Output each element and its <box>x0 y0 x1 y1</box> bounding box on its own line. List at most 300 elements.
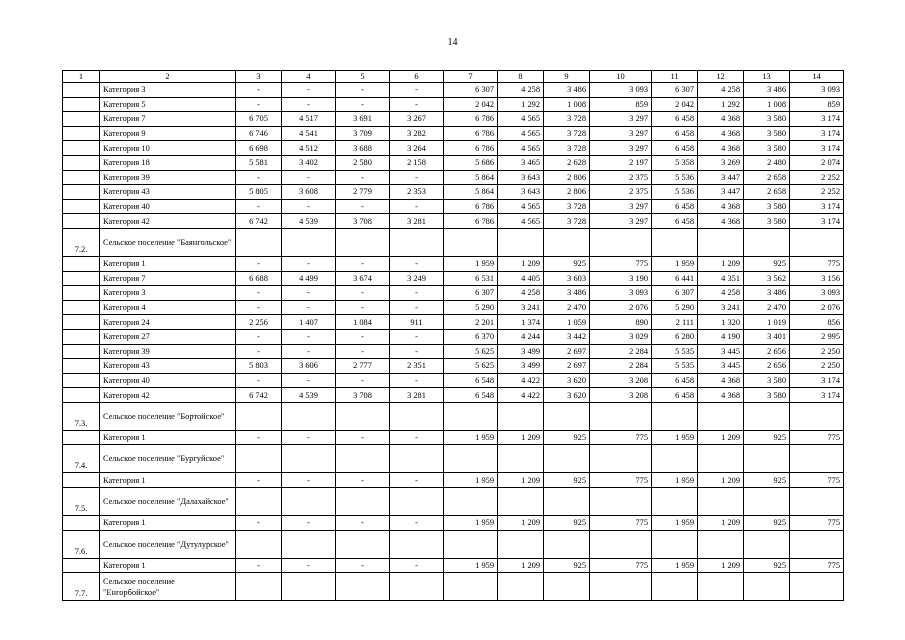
empty-cell <box>790 530 844 558</box>
value-cell: 3 445 <box>698 344 744 359</box>
value-cell: 5 536 <box>652 185 698 200</box>
value-cell: 2 658 <box>744 170 790 185</box>
table-row <box>63 155 844 170</box>
value-cell: 2 580 <box>336 155 390 170</box>
value-cell: - <box>390 558 444 573</box>
value-cell: - <box>336 256 390 271</box>
value-cell: 6 786 <box>444 141 498 156</box>
table-row <box>63 473 844 488</box>
value-cell: 5 803 <box>236 359 282 374</box>
empty-cell <box>390 573 444 601</box>
row-number <box>63 286 100 301</box>
value-cell: 1 959 <box>652 558 698 573</box>
row-number <box>63 388 100 403</box>
value-cell: 3 486 <box>544 83 590 98</box>
table-row <box>63 141 844 156</box>
value-cell: 4 368 <box>698 112 744 127</box>
empty-cell <box>282 488 336 516</box>
row-number <box>63 558 100 573</box>
column-number-cell: 4 <box>282 71 336 83</box>
value-cell: 3 174 <box>790 388 844 403</box>
column-number-cell: 6 <box>390 71 444 83</box>
page-number: 14 <box>447 37 458 48</box>
value-cell: 3 241 <box>498 300 544 315</box>
value-cell: - <box>282 344 336 359</box>
category-label: Категория 4 <box>100 300 236 315</box>
value-cell: 4 368 <box>698 214 744 229</box>
value-cell: 6 458 <box>652 126 698 141</box>
value-cell: 3 282 <box>390 126 444 141</box>
category-label: Категория 40 <box>100 199 236 214</box>
category-label: Категория 43 <box>100 185 236 200</box>
value-cell: 3 281 <box>390 214 444 229</box>
value-cell: 3 708 <box>336 388 390 403</box>
section-number: 7.5. <box>63 488 100 516</box>
category-label: Категория 3 <box>100 286 236 301</box>
value-cell: 4 539 <box>282 214 336 229</box>
category-label: Категория 1 <box>100 256 236 271</box>
category-label: Категория 7 <box>100 271 236 286</box>
empty-cell <box>236 228 282 256</box>
table-row <box>63 97 844 112</box>
value-cell: 911 <box>390 315 444 330</box>
value-cell: 5 536 <box>652 170 698 185</box>
value-cell: - <box>282 558 336 573</box>
value-cell: 1 209 <box>698 558 744 573</box>
value-cell: 3 445 <box>698 359 744 374</box>
value-cell: - <box>336 286 390 301</box>
empty-cell <box>336 573 390 601</box>
value-cell: - <box>282 286 336 301</box>
value-cell: 3 603 <box>544 271 590 286</box>
value-cell: - <box>282 97 336 112</box>
category-label: Категория 10 <box>100 141 236 156</box>
value-cell: 2 480 <box>744 155 790 170</box>
table-row <box>63 271 844 286</box>
value-cell: 3 267 <box>390 112 444 127</box>
value-cell: 3 620 <box>544 373 590 388</box>
value-cell: 2 995 <box>790 329 844 344</box>
value-cell: 3 208 <box>590 388 652 403</box>
value-cell: - <box>282 170 336 185</box>
value-cell: 3 728 <box>544 199 590 214</box>
empty-cell <box>498 402 544 430</box>
value-cell: 890 <box>590 315 652 330</box>
empty-cell <box>790 488 844 516</box>
category-label: Категория 42 <box>100 388 236 403</box>
value-cell: 4 565 <box>498 214 544 229</box>
value-cell: 3 728 <box>544 141 590 156</box>
section-row <box>63 488 844 516</box>
value-cell: 4 190 <box>698 329 744 344</box>
value-cell: 925 <box>544 473 590 488</box>
value-cell: 6 370 <box>444 329 498 344</box>
value-cell: 4 499 <box>282 271 336 286</box>
empty-cell <box>390 402 444 430</box>
value-cell: 5 290 <box>444 300 498 315</box>
empty-cell <box>236 445 282 473</box>
section-title: Сельское поселение "Енгорбойское" <box>100 573 236 601</box>
value-cell: 1 959 <box>444 558 498 573</box>
value-cell: - <box>236 83 282 98</box>
value-cell: 1 959 <box>444 256 498 271</box>
empty-cell <box>498 488 544 516</box>
value-cell: 5 864 <box>444 170 498 185</box>
row-number <box>63 315 100 330</box>
value-cell: 2 806 <box>544 170 590 185</box>
value-cell: 4 539 <box>282 388 336 403</box>
value-cell: 4 368 <box>698 199 744 214</box>
section-title: Сельское поселение "Дутулурское" <box>100 530 236 558</box>
table-row <box>63 558 844 573</box>
value-cell: - <box>336 558 390 573</box>
value-cell: 1 320 <box>698 315 744 330</box>
value-cell: 775 <box>590 473 652 488</box>
value-cell: 3 580 <box>744 373 790 388</box>
value-cell: 2 250 <box>790 359 844 374</box>
category-label: Категория 43 <box>100 359 236 374</box>
value-cell: 1 209 <box>698 430 744 445</box>
category-label: Категория 5 <box>100 97 236 112</box>
table-row <box>63 516 844 531</box>
value-cell: 6 458 <box>652 388 698 403</box>
value-cell: 2 284 <box>590 359 652 374</box>
value-cell: 3 580 <box>744 112 790 127</box>
value-cell: 3 708 <box>336 214 390 229</box>
column-number-cell: 10 <box>590 71 652 83</box>
value-cell: - <box>336 373 390 388</box>
table-row <box>63 185 844 200</box>
column-number-cell: 13 <box>744 71 790 83</box>
empty-cell <box>544 228 590 256</box>
empty-cell <box>336 488 390 516</box>
value-cell: 925 <box>544 256 590 271</box>
table-row <box>63 300 844 315</box>
value-cell: 4 368 <box>698 126 744 141</box>
empty-cell <box>652 445 698 473</box>
value-cell: - <box>390 300 444 315</box>
empty-cell <box>444 488 498 516</box>
category-label: Категория 1 <box>100 516 236 531</box>
column-number-cell: 11 <box>652 71 698 83</box>
value-cell: 3 643 <box>498 185 544 200</box>
value-cell: 3 486 <box>744 286 790 301</box>
value-cell: 925 <box>744 473 790 488</box>
empty-cell <box>544 573 590 601</box>
empty-cell <box>390 488 444 516</box>
value-cell: 3 499 <box>498 344 544 359</box>
empty-cell <box>498 228 544 256</box>
empty-cell <box>698 530 744 558</box>
value-cell: 3 174 <box>790 214 844 229</box>
value-cell: 1 292 <box>698 97 744 112</box>
value-cell: 2 111 <box>652 315 698 330</box>
table-row <box>63 112 844 127</box>
value-cell: - <box>236 97 282 112</box>
value-cell: 6 280 <box>652 329 698 344</box>
value-cell: 3 174 <box>790 112 844 127</box>
table-row <box>63 315 844 330</box>
empty-cell <box>652 573 698 601</box>
value-cell: 3 401 <box>744 329 790 344</box>
value-cell: - <box>236 199 282 214</box>
value-cell: 925 <box>544 558 590 573</box>
empty-cell <box>444 530 498 558</box>
value-cell: - <box>236 558 282 573</box>
value-cell: - <box>236 373 282 388</box>
value-cell: - <box>336 473 390 488</box>
value-cell: 859 <box>590 97 652 112</box>
value-cell: 3 241 <box>698 300 744 315</box>
value-cell: 3 499 <box>498 359 544 374</box>
value-cell: 4 512 <box>282 141 336 156</box>
empty-cell <box>652 530 698 558</box>
section-title: Сельское поселение "Бортойское" <box>100 402 236 430</box>
row-number <box>63 97 100 112</box>
value-cell: 3 620 <box>544 388 590 403</box>
value-cell: 775 <box>790 516 844 531</box>
value-cell: 3 580 <box>744 388 790 403</box>
table-row <box>63 373 844 388</box>
category-label: Категория 40 <box>100 373 236 388</box>
empty-cell <box>790 573 844 601</box>
value-cell: - <box>236 516 282 531</box>
value-cell: 6 441 <box>652 271 698 286</box>
value-cell: 4 244 <box>498 329 544 344</box>
column-number-cell: 14 <box>790 71 844 83</box>
empty-cell <box>336 530 390 558</box>
value-cell: - <box>390 329 444 344</box>
category-label: Категория 18 <box>100 155 236 170</box>
empty-cell <box>444 228 498 256</box>
value-cell: 6 307 <box>444 83 498 98</box>
value-cell: 775 <box>790 430 844 445</box>
value-cell: 6 531 <box>444 271 498 286</box>
table-row <box>63 344 844 359</box>
value-cell: 859 <box>790 97 844 112</box>
table-body <box>63 71 844 601</box>
value-cell: 4 258 <box>498 83 544 98</box>
value-cell: 6 746 <box>236 126 282 141</box>
value-cell: 3 093 <box>790 83 844 98</box>
value-cell: 6 786 <box>444 126 498 141</box>
row-number <box>63 271 100 286</box>
row-number <box>63 214 100 229</box>
table-row <box>63 256 844 271</box>
value-cell: 925 <box>744 256 790 271</box>
value-cell: 5 581 <box>236 155 282 170</box>
empty-cell <box>698 573 744 601</box>
value-cell: 3 297 <box>590 141 652 156</box>
empty-cell <box>698 488 744 516</box>
value-cell: 4 541 <box>282 126 336 141</box>
empty-cell <box>590 488 652 516</box>
value-cell: 3 093 <box>790 286 844 301</box>
empty-cell <box>652 488 698 516</box>
value-cell: - <box>282 300 336 315</box>
value-cell: - <box>282 256 336 271</box>
value-cell: 6 458 <box>652 112 698 127</box>
empty-cell <box>444 402 498 430</box>
value-cell: - <box>336 170 390 185</box>
value-cell: 1 209 <box>498 516 544 531</box>
empty-cell <box>236 488 282 516</box>
empty-cell <box>790 402 844 430</box>
value-cell: 4 565 <box>498 126 544 141</box>
empty-cell <box>790 228 844 256</box>
value-cell: - <box>390 516 444 531</box>
value-cell: 1 959 <box>652 516 698 531</box>
value-cell: 925 <box>544 516 590 531</box>
column-number-cell: 7 <box>444 71 498 83</box>
value-cell: 1 209 <box>698 516 744 531</box>
value-cell: 6 742 <box>236 388 282 403</box>
empty-cell <box>444 445 498 473</box>
value-cell: 2 252 <box>790 170 844 185</box>
value-cell: - <box>236 256 282 271</box>
value-cell: 4 422 <box>498 388 544 403</box>
value-cell: 3 093 <box>590 83 652 98</box>
value-cell: 3 728 <box>544 126 590 141</box>
value-cell: 775 <box>790 558 844 573</box>
value-cell: 1 959 <box>652 473 698 488</box>
section-row <box>63 402 844 430</box>
value-cell: 3 486 <box>744 83 790 98</box>
column-number-cell: 9 <box>544 71 590 83</box>
value-cell: 3 297 <box>590 126 652 141</box>
value-cell: 5 864 <box>444 185 498 200</box>
value-cell: 1 959 <box>444 430 498 445</box>
empty-cell <box>698 402 744 430</box>
value-cell: 6 307 <box>652 83 698 98</box>
column-number-cell: 1 <box>63 71 100 83</box>
value-cell: 2 470 <box>744 300 790 315</box>
row-number <box>63 170 100 185</box>
value-cell: 3 643 <box>498 170 544 185</box>
empty-cell <box>744 530 790 558</box>
value-cell: 5 625 <box>444 344 498 359</box>
table-row <box>63 388 844 403</box>
row-number <box>63 256 100 271</box>
empty-cell <box>544 402 590 430</box>
value-cell: - <box>282 373 336 388</box>
value-cell: - <box>390 97 444 112</box>
empty-cell <box>744 445 790 473</box>
section-row <box>63 445 844 473</box>
empty-cell <box>336 402 390 430</box>
section-row <box>63 573 844 601</box>
empty-cell <box>390 530 444 558</box>
value-cell: 925 <box>744 430 790 445</box>
value-cell: 3 029 <box>590 329 652 344</box>
row-number <box>63 359 100 374</box>
category-label: Категория 9 <box>100 126 236 141</box>
empty-cell <box>698 228 744 256</box>
value-cell: 4 368 <box>698 373 744 388</box>
tariff-table <box>62 70 844 601</box>
value-cell: 3 281 <box>390 388 444 403</box>
value-cell: 2 158 <box>390 155 444 170</box>
value-cell: 1 292 <box>498 97 544 112</box>
value-cell: 2 351 <box>390 359 444 374</box>
empty-cell <box>790 445 844 473</box>
value-cell: 1 019 <box>744 315 790 330</box>
empty-cell <box>282 445 336 473</box>
value-cell: 1 209 <box>498 430 544 445</box>
empty-cell <box>282 530 336 558</box>
value-cell: 3 709 <box>336 126 390 141</box>
value-cell: 1 959 <box>444 516 498 531</box>
value-cell: 775 <box>790 256 844 271</box>
value-cell: - <box>236 286 282 301</box>
table-row <box>63 359 844 374</box>
value-cell: 3 728 <box>544 112 590 127</box>
value-cell: 2 197 <box>590 155 652 170</box>
value-cell: 2 256 <box>236 315 282 330</box>
section-row <box>63 228 844 256</box>
value-cell: 3 562 <box>744 271 790 286</box>
category-label: Категория 1 <box>100 473 236 488</box>
empty-cell <box>336 228 390 256</box>
row-number <box>63 199 100 214</box>
value-cell: 3 691 <box>336 112 390 127</box>
value-cell: 775 <box>590 256 652 271</box>
value-cell: - <box>282 199 336 214</box>
column-number-cell: 12 <box>698 71 744 83</box>
value-cell: 3 174 <box>790 141 844 156</box>
empty-cell <box>652 402 698 430</box>
value-cell: 4 517 <box>282 112 336 127</box>
value-cell: - <box>336 516 390 531</box>
value-cell: - <box>336 97 390 112</box>
value-cell: 2 656 <box>744 359 790 374</box>
value-cell: 2 042 <box>444 97 498 112</box>
empty-cell <box>282 402 336 430</box>
row-number <box>63 141 100 156</box>
value-cell: 4 258 <box>698 83 744 98</box>
table-row <box>63 329 844 344</box>
value-cell: 5 535 <box>652 344 698 359</box>
empty-cell <box>444 573 498 601</box>
value-cell: 3 174 <box>790 373 844 388</box>
column-number-cell: 3 <box>236 71 282 83</box>
category-label: Категория 39 <box>100 344 236 359</box>
value-cell: 3 297 <box>590 214 652 229</box>
value-cell: 4 565 <box>498 141 544 156</box>
empty-cell <box>544 530 590 558</box>
value-cell: 5 358 <box>652 155 698 170</box>
row-number <box>63 83 100 98</box>
row-number <box>63 155 100 170</box>
value-cell: 1 959 <box>652 430 698 445</box>
value-cell: 3 447 <box>698 185 744 200</box>
category-label: Категория 27 <box>100 329 236 344</box>
value-cell: 2 779 <box>336 185 390 200</box>
value-cell: 5 625 <box>444 359 498 374</box>
empty-cell <box>590 530 652 558</box>
value-cell: 5 535 <box>652 359 698 374</box>
value-cell: 2 628 <box>544 155 590 170</box>
value-cell: 1 008 <box>744 97 790 112</box>
value-cell: - <box>236 473 282 488</box>
value-cell: 856 <box>790 315 844 330</box>
value-cell: 3 208 <box>590 373 652 388</box>
value-cell: 3 608 <box>282 185 336 200</box>
value-cell: 3 174 <box>790 199 844 214</box>
empty-cell <box>390 228 444 256</box>
value-cell: 1 407 <box>282 315 336 330</box>
value-cell: 775 <box>590 430 652 445</box>
